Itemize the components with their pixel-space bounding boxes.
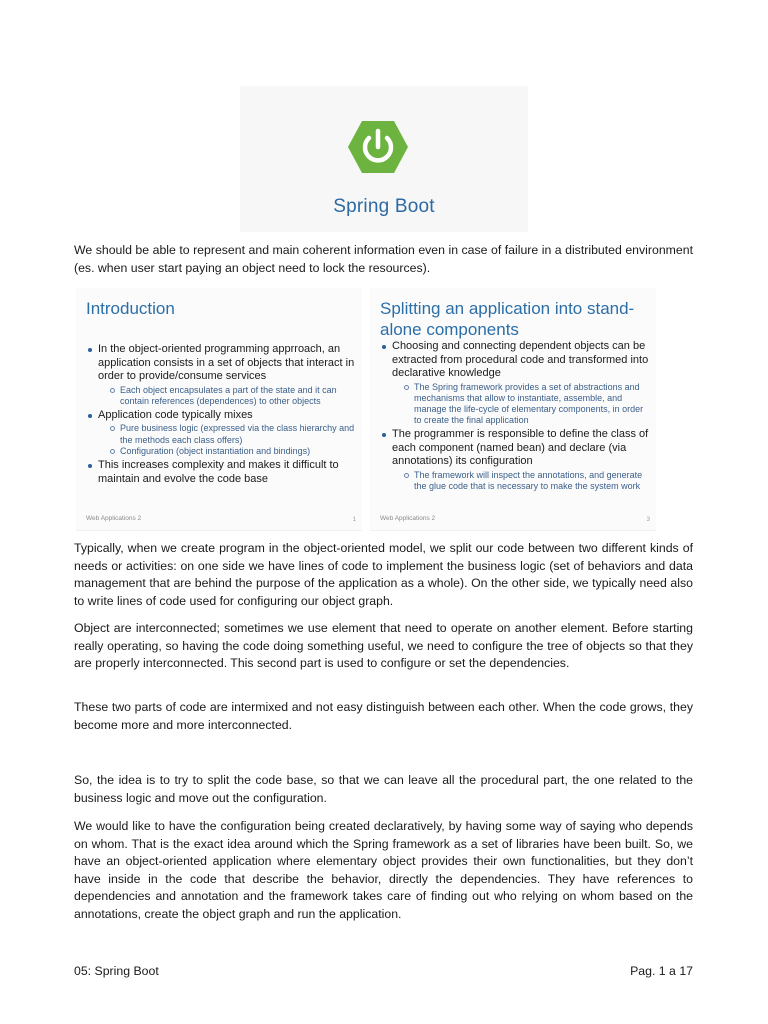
body-paragraph: Object are interconnected; sometimes we use element that need to operate on another element. Before starting really operating, so having the code doing something useful, we need to configure the tree of objects so that they are properly interconnected. This second part is used to configure or set the dependencies. [74,621,693,671]
sub-bullet-icon [110,449,115,454]
slide-bullets [380,340,652,494]
slide-bullet [380,340,652,426]
bullet-text: Application code typically mixes [98,408,253,421]
sub-bullet-text: The framework will inspect the annotations, and generate the glue code that is necessary to make the system work [414,469,643,492]
slide-sub-bullet [392,470,652,492]
bullet-icon [382,433,386,437]
body-paragraph: These two parts of code are intermixed and not easy distinguish between each other. When the code grows, they become more and more interconnected. [74,700,693,732]
spring-power-icon [347,119,409,175]
slide-bullet [380,428,652,492]
bullet-icon [382,345,386,349]
bullet-text: The programmer is responsible to define the class of each component (named bean) and declare (via annotations) its configuration [392,428,649,468]
slide-splitting [370,288,656,531]
sub-bullet-icon [110,388,115,393]
sub-bullet-text: Configuration (object instantiation and bindings) [120,445,311,456]
spring-boot-logo-slide [240,86,528,232]
bullet-icon [88,464,92,468]
slide-title: Splitting an application into stand-alone components [380,299,635,339]
sub-bullet-icon [110,426,115,431]
slide-footer: Web Applications 2 [380,515,436,522]
slide-bullets [86,343,358,487]
body-paragraph: Typically, when we create program in the object-oriented model, we split our code between two different kinds of needs or activities: on one side we have lines of code to implement the business logic (set of behaviors and data management that are behind the purpose of the application as a whole). On the other side, we typically need also to write lines of code used for configuring our object graph. [74,541,693,608]
bullet-icon [88,348,92,352]
sub-bullet-text: Each object encapsulates a part of the state and it can contain references (dependences) to other objects [120,384,337,406]
body-paragraph: We would like to have the configuration being created declaratively, by having some way of saying who depends on whom. That is the exact idea around which the Spring framework as a set of libraries have been built. So, we have an object-oriented application where elementary object provides their own functionalities, but they don’t have inside in the code that describe the behavior, directly the dependencies. They have references to dependencies and annotation and the framework takes care of finding out who relying on whom based on the annotations, create the object graph and run the application. [74,819,693,921]
slide-bullet [86,459,358,486]
footer-page-count: Pag. 1 a 17 [630,964,693,978]
sub-bullet-icon [404,473,409,478]
slides-row [76,288,656,530]
intro-paragraph: We should be able to represent and main coherent information even in case of failure in a distributed environment (es. when user start paying an object need to lock the resources). [74,243,693,275]
slide-bullet [86,409,358,457]
footer-chapter: 05: Spring Boot [74,964,159,978]
slide-footer: Web Applications 2 [86,515,142,522]
logo-title: Spring Boot [333,196,435,217]
bullet-text: In the object-oriented programming apprroach, an application consists in a set of objects that interact in order to provide/consume services [98,343,355,382]
body-paragraph: So, the idea is to try to split the code base, so that we can leave all the procedural part, the one related to the business logic and move out the configuration. [74,773,693,805]
slide-introduction [76,288,362,531]
sub-bullet-text: The Spring framework provides a set of abstractions and mechanisms that allow to instantiate, assemble, and manage the life-cycle of elementary components, in order to create the final application [414,381,644,426]
bullet-text: This increases complexity and makes it difficult to maintain and evolve the code base [98,459,339,485]
slide-sub-bullet [98,446,358,457]
slide-sub-bullet [98,423,358,445]
bullet-icon [88,414,92,418]
slide-page-number: 1 [352,517,356,523]
sub-bullet-text: Pure business logic (expressed via the class hierarchy and the methods each class offers) [120,423,355,445]
slide-bullet [86,343,358,407]
slide-sub-bullet [98,385,358,407]
slide-title: Introduction [86,299,175,318]
slide-sub-bullet [392,382,652,427]
bullet-text: Choosing and connecting dependent objects can be extracted from procedural code and transformed into declarative knowledge [392,340,649,379]
sub-bullet-icon [404,385,409,390]
slide-page-number: 3 [646,517,650,523]
